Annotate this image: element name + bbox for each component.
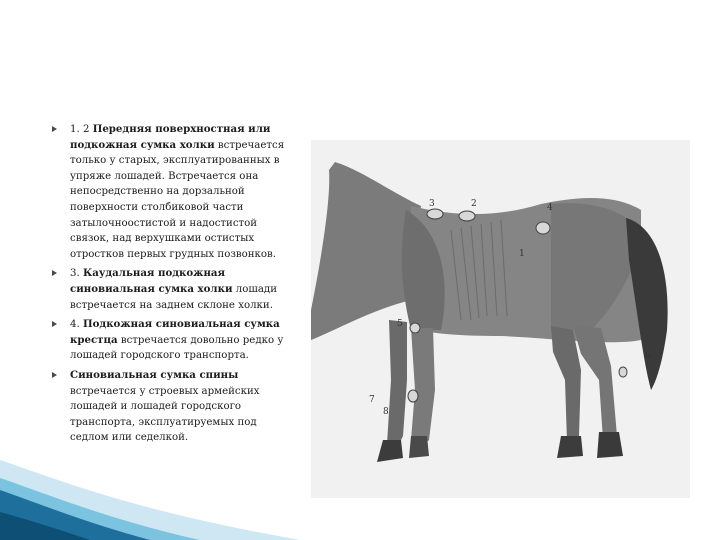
item-number: 3.: [70, 268, 80, 280]
figure-label: 6: [645, 351, 651, 361]
item-title: Синовиальная сумка спины: [70, 368, 239, 381]
item-text: встречается только у старых, эксплуатированных в упряже лошадей. Встречается она непосредственно на дорзальной поверхности столбиковой части затылочноостистой и надостистой связок, над верхушками остистых отростков первых грудных позвонков.: [70, 139, 285, 260]
figure-label: 1: [519, 249, 525, 259]
item-title: Каудальная подкожная синовиальная сумка холки: [70, 267, 233, 295]
decorative-wave: [0, 440, 300, 540]
figure-label: 3: [429, 199, 435, 209]
horse-drawing: [311, 140, 690, 498]
item-title: Подкожная синовиальная сумка крестца: [70, 318, 280, 346]
figure-label: 2: [471, 199, 477, 209]
bullet-list: [50, 122, 296, 450]
bullet-item: [50, 317, 296, 364]
figure-label: 4: [547, 203, 553, 213]
horse-anatomy-illustration: [311, 140, 690, 498]
bullet-item: [50, 266, 296, 313]
bullet-arrow-icon: [52, 372, 57, 378]
figure-label: 7: [369, 395, 375, 405]
item-text: встречается довольно редко у лошадей городского транспорта.: [70, 334, 284, 362]
item-text: лошади встречается на заднем склоне холки.: [70, 283, 277, 311]
item-number: 1. 2: [70, 124, 90, 135]
bullet-item: [50, 122, 296, 262]
item-number: 4.: [70, 319, 80, 331]
figure-label: 5: [397, 319, 403, 329]
item-title: Передняя поверхностная или подкожная сумка холки: [70, 123, 271, 151]
bullet-arrow-icon: [52, 270, 57, 276]
bullet-arrow-icon: [52, 321, 57, 327]
bullet-item: [50, 368, 296, 446]
bullet-arrow-icon: [52, 126, 57, 132]
figure-label: 8: [383, 407, 389, 417]
item-text: встречается у строевых армейских лошадей и лошадей городского транспорта, эксплуатируемых под седлом или седелкой.: [70, 385, 260, 444]
